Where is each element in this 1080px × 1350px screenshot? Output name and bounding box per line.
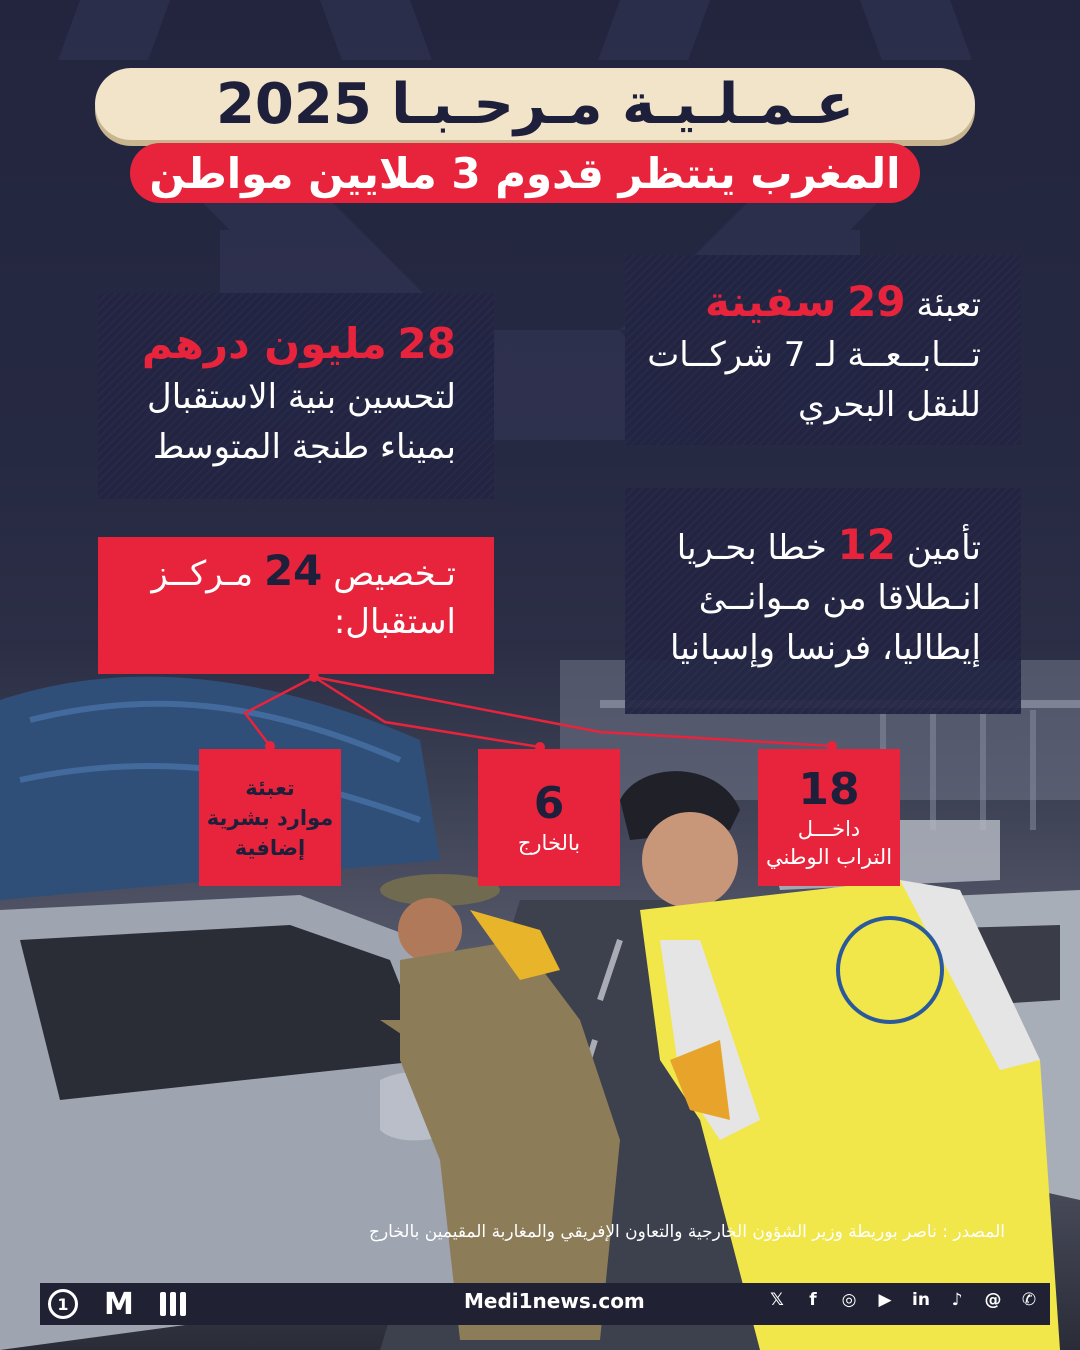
page-title: عـمـلـيـة مـرحـبـا 2025 [215, 71, 855, 137]
tiktok-icon[interactable]: ♪ [951, 1290, 963, 1310]
source-label: المصدر : [942, 1222, 1005, 1242]
x-icon[interactable]: 𝕏 [770, 1290, 784, 1310]
ships-line-2: تـــابــعــة لـ 7 شركــات [647, 335, 981, 375]
website-link[interactable]: Medi1news.com [464, 1289, 645, 1313]
ships-highlight: سفينة [705, 277, 837, 326]
social-icons [766, 1289, 1040, 1311]
source-caption [240, 1222, 1005, 1252]
sea-lines-suffix: خطا بحـريا [676, 528, 827, 568]
youtube-icon[interactable]: ▶ [878, 1290, 892, 1310]
centers-prefix: تـخصيص [333, 554, 456, 594]
medi1-m-logo-icon[interactable]: M [104, 1286, 134, 1322]
medi1-logo-icon[interactable]: 1 [48, 1289, 78, 1319]
medi1-bars-logo-icon[interactable] [160, 1292, 186, 1316]
brand-logos [48, 1287, 186, 1321]
centers-suffix: مـركــز [151, 554, 254, 594]
title-banner [95, 68, 975, 140]
centers-line-1 [118, 547, 456, 598]
human-resources-box [199, 749, 341, 886]
domestic-centers-box [758, 749, 900, 886]
ships-line-1 [645, 277, 981, 330]
reception-centers-box [98, 537, 494, 674]
ships-prefix: تعبئة [916, 285, 981, 325]
budget-number: 28 [397, 319, 456, 368]
hr-line-2: موارد بشرية [206, 805, 334, 830]
abroad-number: 6 [533, 777, 565, 829]
threads-icon[interactable]: @ [984, 1290, 1002, 1310]
subtitle-banner [130, 143, 920, 203]
source-text: ناصر بوريطة وزير الشؤون الخارجية والتعاون الإفريقي والمغاربة المقيمين بالخارج [368, 1222, 937, 1242]
budget-line-2: لتحسين بنية الاستقبال [147, 377, 456, 417]
sea-lines-prefix: تأمين [906, 528, 981, 568]
centers-number: 24 [263, 546, 323, 595]
sea-lines-line-3: إيطاليا، فرنسا وإسبانيا [670, 628, 981, 668]
budget-line-3: بميناء طنجة المتوسط [152, 427, 456, 467]
facebook-icon[interactable]: f [809, 1290, 817, 1310]
ships-line-3: للنقل البحري [797, 385, 981, 425]
instagram-icon[interactable]: ◎ [841, 1290, 857, 1310]
sea-lines-number: 12 [837, 520, 896, 569]
linkedin-icon[interactable]: in [912, 1290, 930, 1310]
sea-lines-line-2: انـطلاقا من مـوانــئ [698, 578, 981, 618]
footer-bar [40, 1283, 1050, 1325]
page-subtitle: المغرب ينتظر قدوم 3 ملايين مواطن [149, 148, 901, 198]
budget-highlight: مليون درهم [141, 319, 387, 368]
abroad-label: بالخارج [517, 830, 581, 855]
ships-number: 29 [847, 277, 906, 326]
whatsapp-icon[interactable]: ✆ [1021, 1290, 1037, 1310]
hr-line-3: إضافية [234, 835, 306, 860]
hr-line-1: تعبئة [245, 775, 295, 800]
ships-stat-box [625, 255, 1021, 445]
abroad-centers-box [478, 749, 620, 886]
sea-lines-stat-box [625, 488, 1021, 714]
budget-stat-box [98, 293, 494, 499]
sea-lines-line-1 [645, 520, 981, 573]
centers-line-2: استقبال: [333, 602, 456, 642]
domestic-label-1: داخـــل [797, 816, 861, 841]
domestic-label-2: التراب الوطني [765, 844, 893, 869]
budget-line-1 [118, 319, 456, 372]
domestic-number: 18 [798, 763, 860, 815]
